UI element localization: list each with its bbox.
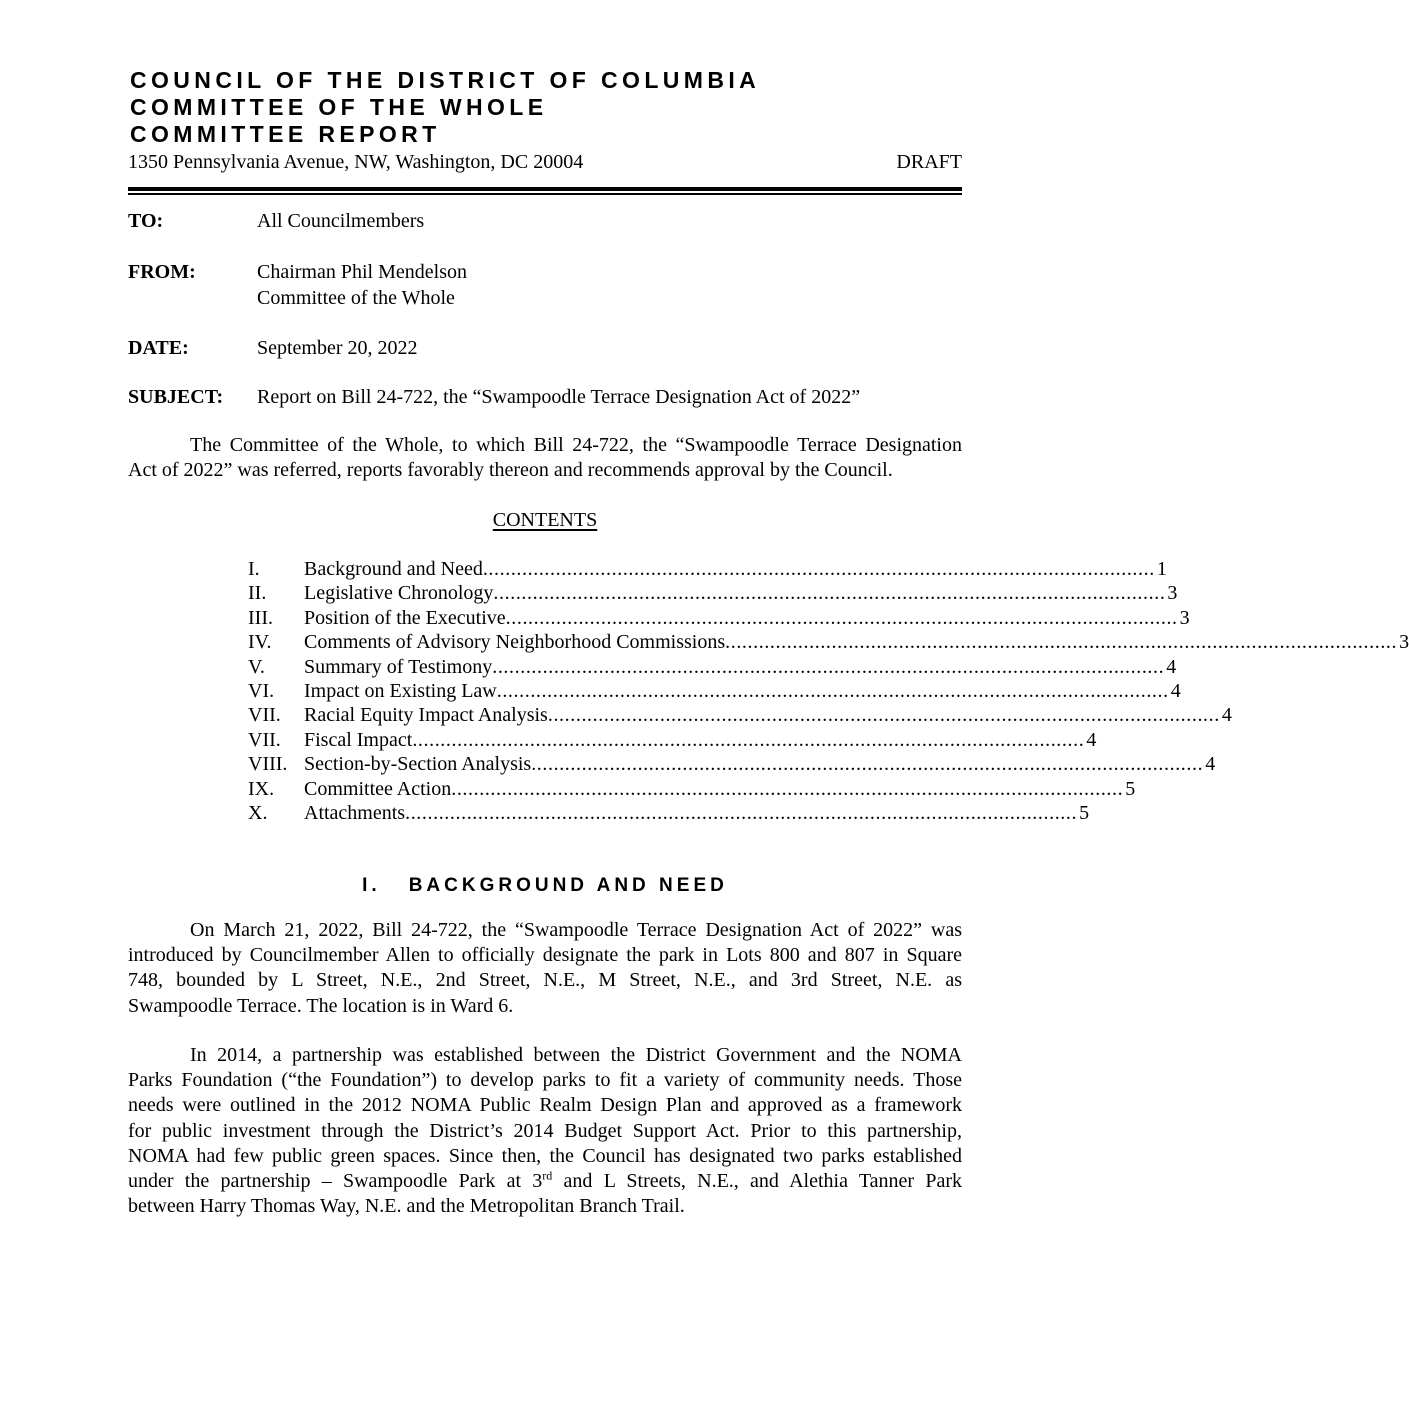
subject-value: Report on Bill 24-722, the “Swampoodle Terrace Designation Act of 2022” <box>257 386 861 408</box>
council-address: 1350 Pennsylvania Avenue, NW, Washington, DC 20004 <box>128 151 584 173</box>
toc-page: 3 <box>1399 631 1409 654</box>
toc-page: 5 <box>1125 777 1136 800</box>
toc-page: 5 <box>1079 801 1090 824</box>
toc-row <box>248 606 1190 630</box>
date-value: September 20, 2022 <box>257 337 418 359</box>
toc-page: 3 <box>1167 582 1178 605</box>
toc-page: 4 <box>1170 679 1181 702</box>
toc-number: VI. <box>248 679 275 702</box>
toc-row <box>248 777 1136 801</box>
toc-row <box>248 728 1097 752</box>
toc-leader: ........................................................................................................................ <box>492 655 1165 678</box>
toc-row <box>248 630 1409 654</box>
toc-leader: ........................................................................................................................ <box>493 582 1166 605</box>
committee-title: COMMITTEE OF THE WHOLE <box>130 94 548 120</box>
toc-title: Racial Equity Impact Analysis <box>304 704 548 727</box>
toc-row <box>248 801 1090 825</box>
background-paragraph-2 <box>128 1043 962 1219</box>
toc-row <box>248 557 1167 581</box>
intro-line: The Committee of the Whole, to which Bill 24-722, the “Swampoodle Terrace Designation <box>190 434 962 456</box>
toc-title: Section-by-Section Analysis <box>304 753 532 776</box>
contents-heading <box>128 507 962 533</box>
toc-number: VII. <box>248 704 281 727</box>
intro-paragraph <box>128 433 962 483</box>
toc-page: 1 <box>1156 558 1167 580</box>
toc-title: Summary of Testimony <box>304 655 493 678</box>
intro-line: Act of 2022” was referred, reports favorably thereon and recommends approval by the Council. <box>128 459 893 482</box>
toc-row <box>248 752 1216 776</box>
toc-row <box>248 703 1232 727</box>
toc-title: Attachments <box>304 801 406 824</box>
toc-leader: ........................................................................................................................ <box>405 801 1078 824</box>
table-of-contents <box>248 557 1409 825</box>
toc-number: VII. <box>248 728 281 751</box>
toc-leader: ........................................................................................................................ <box>412 728 1085 751</box>
section-title: BACKGROUND AND NEED <box>408 875 728 896</box>
subject-label: SUBJECT: <box>128 386 224 408</box>
toc-leader: ........................................................................................................................ <box>547 704 1220 727</box>
draft-label: DRAFT <box>896 151 962 173</box>
toc-title: Background and Need <box>304 558 483 580</box>
toc-number: X. <box>248 801 268 824</box>
date-label: DATE: <box>128 337 189 359</box>
toc-number: VIII. <box>248 753 288 776</box>
toc-leader: ........................................................................................................................ <box>725 631 1398 654</box>
paragraph-line: Parks Foundation (“the Foundation”) to develop parks to fit a variety of community needs. Those <box>128 1069 962 1092</box>
paragraph-line: 748, bounded by L Street, N.E., 2nd Street, N.E., M Street, N.E., and 3rd Street, N.E. as <box>128 969 962 992</box>
toc-title: Fiscal Impact <box>304 728 413 751</box>
paragraph-line: On March 21, 2022, Bill 24-722, the “Swampoodle Terrace Designation Act of 2022” was <box>190 919 962 941</box>
toc-row <box>248 581 1178 605</box>
paragraph-line: for public investment through the District’s 2014 Budget Support Act. Prior to this partnership, <box>128 1119 962 1142</box>
line-text: and L Streets, N.E., and Alethia Tanner Park <box>552 1170 962 1193</box>
ordinal-suffix: rd <box>542 1168 553 1183</box>
section-heading <box>128 873 962 899</box>
toc-page: 3 <box>1179 606 1190 629</box>
from-value-committee: Committee of the Whole <box>257 287 455 309</box>
toc-leader: ........................................................................................................................ <box>496 679 1169 702</box>
to-value: All Councilmembers <box>257 210 425 232</box>
toc-row <box>248 679 1181 703</box>
toc-leader: ........................................................................................................................ <box>505 606 1178 629</box>
toc-title: Legislative Chronology <box>304 582 494 605</box>
toc-leader: ........................................................................................................................ <box>451 777 1124 800</box>
toc-row <box>248 655 1177 679</box>
toc-title: Position of the Executive <box>304 606 506 629</box>
section-number: I. <box>362 875 381 896</box>
paragraph-line: introduced by Councilmember Allen to officially designate the park in Lots 800 and 807 in Square <box>128 944 962 967</box>
line-text: under the partnership – Swampoodle Park at 3 <box>128 1170 543 1193</box>
toc-title: Impact on Existing Law <box>304 679 497 702</box>
address-row <box>128 150 962 174</box>
toc-page: 4 <box>1166 655 1177 678</box>
paragraph-line: needs were outlined in the 2012 NOMA Public Realm Design Plan and approved as a framework <box>128 1094 962 1117</box>
toc-number: II. <box>248 582 267 605</box>
toc-number: IV. <box>248 631 272 654</box>
toc-number: IX. <box>248 777 275 800</box>
toc-page: 4 <box>1221 704 1232 727</box>
toc-number: V. <box>248 655 265 678</box>
paragraph-line: NOMA had few public green spaces. Since then, the Council has designated two parks established <box>128 1144 962 1167</box>
toc-title: Committee Action <box>304 777 452 800</box>
from-value-name: Chairman Phil Mendelson <box>257 261 467 283</box>
to-label: TO: <box>128 210 164 232</box>
paragraph-line: In 2014, a partnership was established between the District Government and the NOMA <box>190 1044 962 1066</box>
from-label: FROM: <box>128 261 196 283</box>
background-paragraph-1 <box>128 918 962 1019</box>
report-title: COMMITTEE REPORT <box>130 121 441 147</box>
toc-page: 4 <box>1086 728 1097 751</box>
toc-title: Comments of Advisory Neighborhood Commissions <box>304 631 726 654</box>
contents-heading-text: CONTENTS <box>492 509 598 531</box>
toc-leader: ........................................................................................................................ <box>482 558 1155 580</box>
paragraph-line: Swampoodle Terrace. The location is in Ward 6. <box>128 994 514 1017</box>
toc-number: I. <box>248 558 260 580</box>
toc-number: III. <box>248 606 273 629</box>
header-rule-thin <box>128 193 962 195</box>
paragraph-line <box>128 1169 962 1194</box>
council-title: COUNCIL OF THE DISTRICT OF COLUMBIA <box>130 67 761 93</box>
paragraph-line: between Harry Thomas Way, N.E. and the Metropolitan Branch Trail. <box>128 1195 685 1218</box>
toc-page: 4 <box>1205 753 1216 776</box>
toc-leader: ........................................................................................................................ <box>531 753 1204 776</box>
header-rule-thick <box>128 187 962 191</box>
